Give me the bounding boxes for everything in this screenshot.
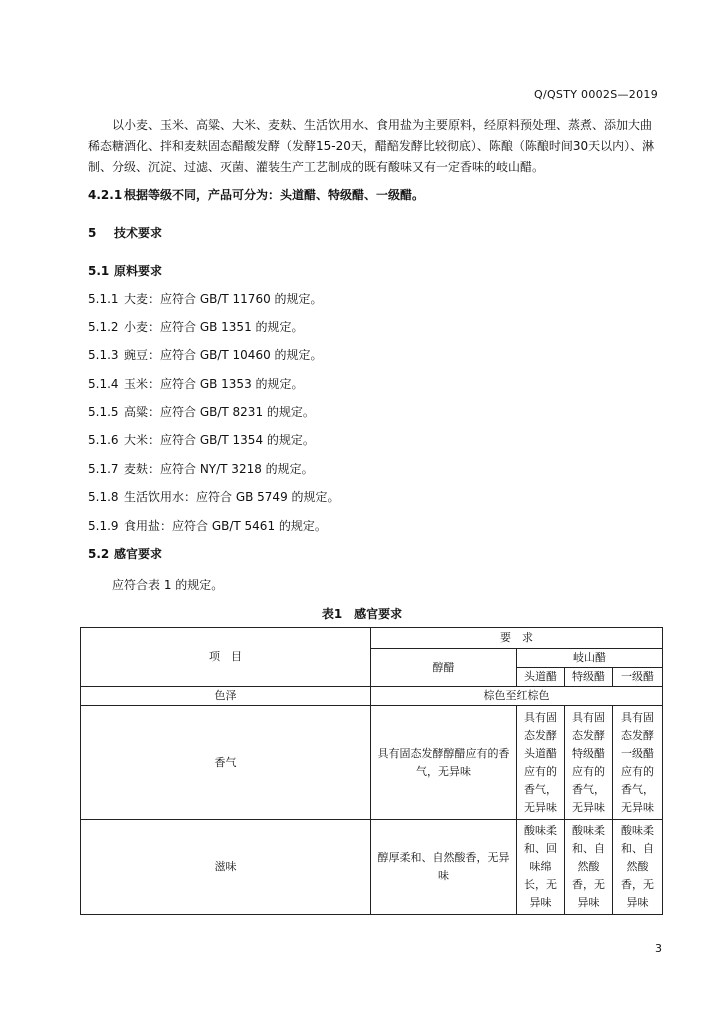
taste-yiji-line: 然酸 [626, 860, 649, 873]
aroma-toudao-line: 香气， [524, 782, 557, 796]
taste-toudao-line: 长，无 [524, 878, 557, 891]
aroma-yiji-line: 一级醋 [621, 746, 654, 760]
section-5-1-heading [88, 262, 162, 279]
clause-5-1-5 [88, 403, 315, 420]
table-caption: 表1 感官要求 [321, 607, 403, 621]
clause-text: 豌豆：应符合 GB/T 10460 的规定。 [124, 348, 323, 362]
aroma-toudao-line: 头道醋 [524, 746, 557, 760]
clause-5-1-8 [88, 488, 340, 505]
clause-number: 5.1.3 [88, 348, 119, 362]
taste-teji-line: 酸味柔 [572, 824, 605, 837]
clause-text: 麦麸：应符合 NY/T 3218 的规定。 [124, 462, 314, 476]
clause-5-1-4 [88, 375, 304, 392]
section-5-2-text: 应符合表 1 的规定。 [112, 578, 224, 592]
clause-number: 5.1.2 [88, 320, 119, 334]
clause-5-1-2 [88, 318, 304, 335]
clause-5-1-6 [88, 431, 315, 448]
taste-yiji [613, 820, 663, 915]
aroma-label: 香气 [81, 706, 371, 820]
clause-text: 玉米：应符合 GB 1353 的规定。 [124, 377, 304, 391]
taste-cu-text: 醇厚柔和、自然酸香，无异味 [377, 851, 510, 882]
header-cu: 醇醋 [371, 649, 517, 687]
aroma-toudao-line: 态发酵 [524, 728, 557, 742]
taste-toudao-line: 酸味柔 [524, 824, 557, 837]
aroma-yiji-line: 香气， [621, 782, 654, 796]
taste-toudao-line: 味绵 [529, 860, 552, 873]
section-5-heading [88, 224, 162, 241]
sensory-requirements-table [80, 627, 663, 915]
clause-text: 食用盐：应符合 GB/T 5461 的规定。 [124, 519, 327, 533]
aroma-yiji [613, 706, 663, 820]
aroma-yiji-line: 无异味 [621, 800, 654, 814]
section-number: 5.1 [88, 264, 110, 278]
aroma-teji-line: 无异味 [572, 800, 605, 814]
clause-5-1-9 [88, 517, 327, 534]
header-requirement: 要 求 [371, 628, 663, 649]
taste-toudao [517, 820, 565, 915]
aroma-teji-line: 特级醋 [572, 746, 605, 760]
section-title: 原料要求 [114, 264, 163, 278]
aroma-teji-line: 应有的 [572, 764, 605, 778]
clause-5-1-3 [88, 346, 323, 363]
aroma-toudao [517, 706, 565, 820]
clause-number: 5.1.6 [88, 433, 119, 447]
intro-paragraph: 以小麦、玉米、高粱、大米、麦麸、生活饮用水、食用盐为主要原料，经原料预处理、蒸煮、添加大曲稀态糖酒化、拌和麦麸固态醋酸发酵（发酵15-20天，醋醅发酵比较彻底）、陈酿（陈酿时间30天以内）、淋制、分级、沉淀、过滤、灭菌、灌装生产工艺制成的既有酸味又有一定香味的岐山醋。 [88, 118, 655, 174]
taste-teji [565, 820, 613, 915]
section-title: 技术要求 [114, 226, 163, 240]
section-number: 5 [88, 226, 97, 240]
clause-text: 根据等级不同，产品可分为：头道醋、特级醋、一级醋。 [124, 188, 425, 202]
clause-4-2-1 [88, 186, 424, 203]
header-toudao: 头道醋 [517, 668, 565, 687]
header-yiji: 一级醋 [613, 668, 663, 687]
clause-number: 5.1.8 [88, 490, 119, 504]
clause-text: 小麦：应符合 GB 1351 的规定。 [124, 320, 304, 334]
taste-toudao-line: 异味 [529, 896, 552, 909]
taste-label: 滋味 [81, 820, 371, 915]
clause-number: 5.1.4 [88, 377, 119, 391]
clause-number: 5.1.5 [88, 405, 119, 419]
aroma-toudao-line: 应有的 [524, 764, 557, 778]
taste-teji-line: 香，无 [572, 878, 605, 891]
aroma-yiji-line: 态发酵 [621, 728, 654, 742]
header-qishan-vinegar: 岐山醋 [517, 649, 663, 668]
section-title: 感官要求 [114, 547, 163, 561]
clause-number: 5.1.1 [88, 292, 119, 306]
aroma-toudao-line: 具有固 [524, 710, 557, 724]
section-number: 5.2 [88, 547, 110, 561]
header-item: 项 目 [81, 628, 371, 687]
taste-yiji-line: 酸味柔 [621, 824, 654, 837]
clause-text: 高粱：应符合 GB/T 8231 的规定。 [124, 405, 315, 419]
aroma-cu [371, 706, 517, 820]
clause-text: 生活饮用水：应符合 GB 5749 的规定。 [124, 490, 340, 504]
clause-number: 5.1.9 [88, 519, 119, 533]
taste-cu [371, 820, 517, 915]
taste-teji-line: 和、自 [572, 842, 605, 855]
aroma-yiji-line: 应有的 [621, 764, 654, 778]
taste-toudao-line: 和、回 [524, 842, 557, 855]
clause-5-1-1 [88, 290, 323, 307]
taste-yiji-line: 和、自 [621, 842, 654, 855]
clause-text: 大麦：应符合 GB/T 11760 的规定。 [124, 292, 323, 306]
taste-yiji-line: 香，无 [621, 878, 654, 891]
color-value: 棕色至红棕色 [371, 687, 663, 706]
header-teji: 特级醋 [565, 668, 613, 687]
aroma-teji [565, 706, 613, 820]
aroma-cu-text: 具有固态发酵醇醋应有的香气，无异味 [377, 746, 510, 778]
aroma-toudao-line: 无异味 [524, 800, 557, 814]
aroma-yiji-line: 具有固 [621, 710, 654, 724]
aroma-teji-line: 具有固 [572, 710, 605, 724]
clause-number: 5.1.7 [88, 462, 119, 476]
standard-number: Q/QSTY 0002S—2019 [533, 88, 658, 101]
aroma-teji-line: 态发酵 [572, 728, 605, 742]
aroma-teji-line: 香气， [572, 782, 605, 796]
section-5-2-heading [88, 545, 162, 562]
clause-5-1-7 [88, 460, 314, 477]
page-number: 3 [655, 942, 662, 955]
clause-number: 4.2.1 [88, 188, 123, 202]
taste-yiji-line: 异味 [626, 896, 649, 909]
taste-teji-line: 异味 [577, 896, 600, 909]
color-label: 色泽 [81, 687, 371, 706]
clause-text: 大米：应符合 GB/T 1354 的规定。 [124, 433, 315, 447]
taste-teji-line: 然酸 [577, 860, 600, 873]
